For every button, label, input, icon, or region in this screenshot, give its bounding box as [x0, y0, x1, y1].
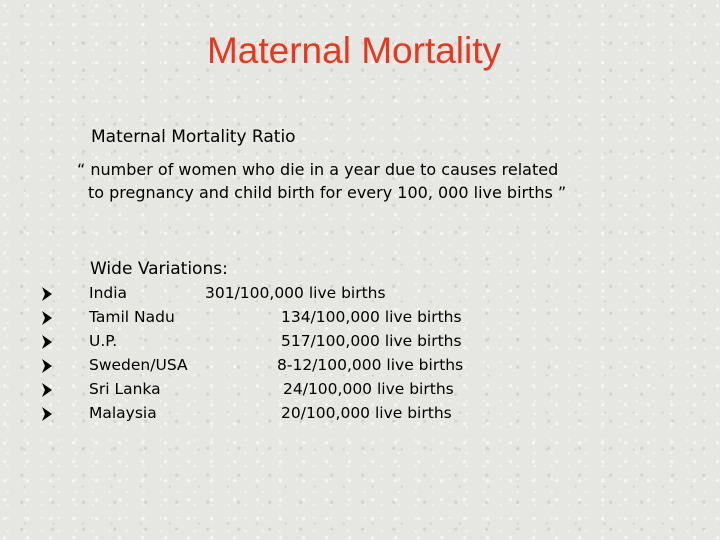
list-item — [0, 332, 720, 356]
arrowhead-bullet-icon — [41, 358, 53, 374]
region-rate: 301/100,000 live births — [205, 284, 386, 302]
arrowhead-bullet-icon — [41, 334, 53, 350]
arrowhead-bullet-icon — [41, 382, 53, 398]
region-name: Sri Lanka — [89, 380, 161, 398]
region-name: Tamil Nadu — [89, 308, 175, 326]
list-item — [0, 308, 720, 332]
region-rate: 24/100,000 live births — [283, 380, 454, 398]
definition-line-2: to pregnancy and child birth for every 100, 000 live births ” — [88, 183, 567, 202]
variations-heading: Wide Variations: — [90, 259, 228, 279]
region-rate: 134/100,000 live births — [281, 308, 462, 326]
arrowhead-bullet-icon — [41, 286, 53, 302]
list-item — [0, 404, 720, 428]
variations-list — [0, 284, 720, 428]
list-item — [0, 356, 720, 380]
region-rate: 8-12/100,000 live births — [277, 356, 464, 374]
region-name: Sweden/USA — [89, 356, 188, 374]
definition-line-1: “ number of women who die in a year due to causes related — [77, 160, 559, 179]
slide-title: Maternal Mortality — [206, 30, 502, 71]
list-item — [0, 284, 720, 308]
region-name: Malaysia — [89, 404, 157, 422]
region-rate: 20/100,000 live births — [281, 404, 452, 422]
list-item — [0, 380, 720, 404]
arrowhead-bullet-icon — [41, 406, 53, 422]
arrowhead-bullet-icon — [41, 310, 53, 326]
region-rate: 517/100,000 live births — [281, 332, 462, 350]
region-name: India — [89, 284, 128, 302]
definition-heading: Maternal Mortality Ratio — [91, 127, 296, 147]
region-name: U.P. — [89, 332, 118, 350]
